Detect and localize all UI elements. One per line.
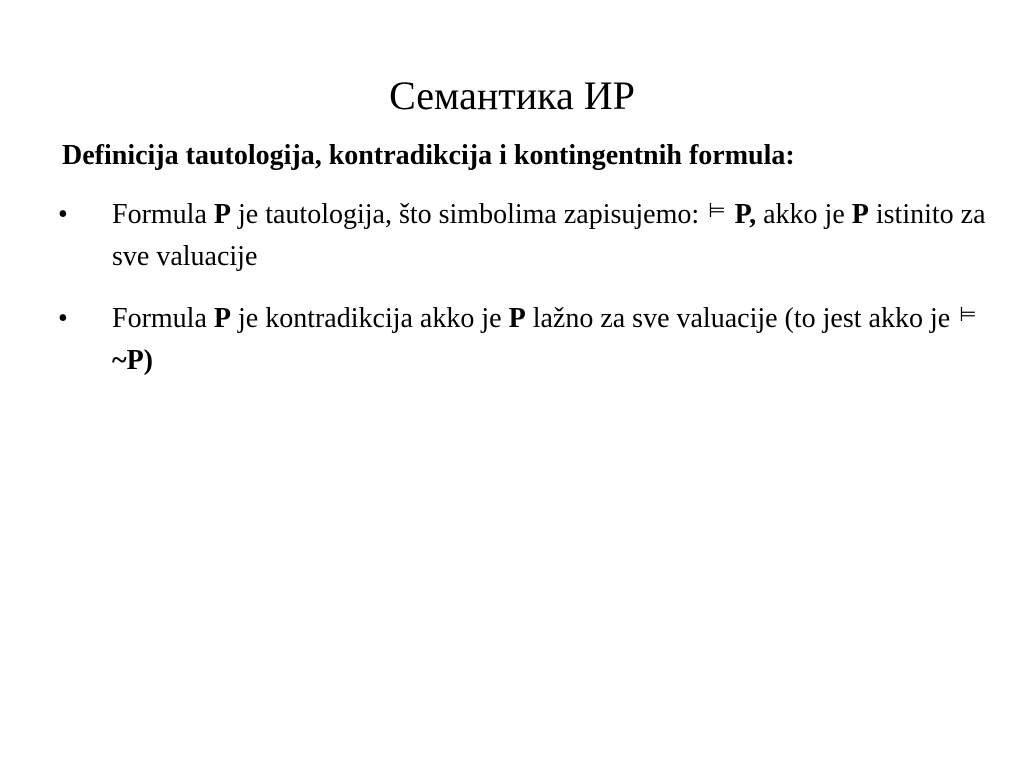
text-segment: akko je xyxy=(756,199,852,230)
text-segment: je tautologija, što simbolima zapisujemo: xyxy=(231,199,707,230)
formula-p: P xyxy=(508,303,526,334)
list-item-tautology xyxy=(58,194,992,278)
list-item-contradiction xyxy=(58,298,992,382)
formula-p: P) xyxy=(126,345,153,376)
definition-heading: Definicija tautologija, kontradikcija i kontingentnih formula: xyxy=(62,140,795,171)
bullet-icon: • xyxy=(58,199,68,230)
entails-symbol-icon: ⊨ xyxy=(959,302,977,326)
bullet-icon: • xyxy=(58,303,68,334)
formula-p: P, xyxy=(734,199,757,230)
text-segment: istinito za sve valuacije xyxy=(112,199,986,272)
negation-symbol: ~ xyxy=(112,345,127,376)
formula-p: P xyxy=(213,199,231,230)
text-segment: je kontradikcija akko je xyxy=(231,303,509,334)
definition-list xyxy=(0,194,1024,382)
slide-title: Семантика ИР xyxy=(389,73,635,118)
text-segment: Formula xyxy=(112,199,214,230)
formula-p: P xyxy=(213,303,231,334)
text-segment: Formula xyxy=(112,303,214,334)
text-segment: lažno za sve valuacije (to jest akko je xyxy=(525,303,958,334)
formula-p: P xyxy=(851,199,869,230)
entails-symbol-icon: ⊨ xyxy=(708,198,726,222)
